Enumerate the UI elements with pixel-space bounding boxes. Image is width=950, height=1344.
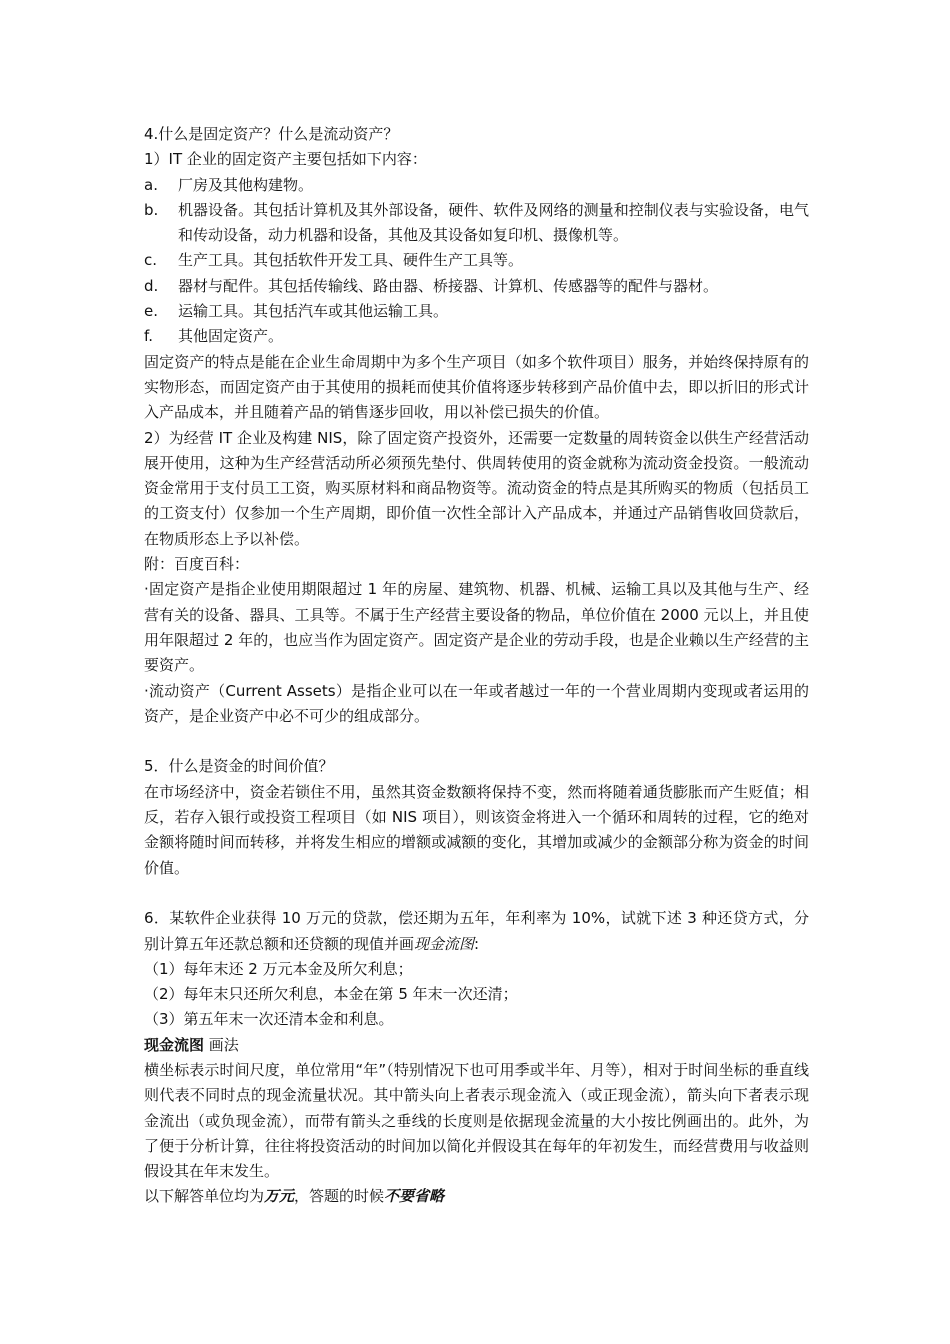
list-marker: e.	[144, 302, 158, 321]
q4-paragraph-5: ·流动资产（Current Assets）是指企业可以在一年或者越过一年的一个营业周期内变现或者运用的资产，是企业资产中必不可少的组成部分。	[144, 681, 809, 725]
list-item-text: 机器设备。其包括计算机及其外部设备，硬件、软件及网络的测量和控制仪表与实验设备，电气和传动设备，动力机器和设备，其他及其设备如复印机、摄像机等。	[178, 200, 809, 245]
list-item-text: 厂房及其他构建物。	[178, 175, 314, 194]
question-4-title: 4.什么是固定资产？什么是流动资产？	[144, 125, 399, 143]
list-marker: a.	[144, 175, 158, 194]
list-item-text: 运输工具。其包括汽车或其他运输工具。	[178, 302, 449, 321]
q6-title-emphasis: 现金流图	[414, 934, 475, 953]
blank-line	[144, 881, 809, 906]
units-note-pre: 以下解答单位均为	[144, 1187, 265, 1206]
q4-paragraph-4: ·固定资产是指企业使用期限超过 1 年的房屋、建筑物、机器、机械、运输工具以及其他与生产、经营有关的设备、器具、工具等。不属于生产经营主要设备的物品，单位价值在 2000 元以上，并且使用年限超过 2 年的，也应当作为固定资产。固定资产是企业的劳动手段，也是企业赖以生产经营的主要资产。	[144, 580, 809, 675]
list-item-text: 其他固定资产。	[178, 327, 284, 346]
document-body	[144, 122, 809, 1210]
list-item-text: 生产工具。其包括软件开发工具、硬件生产工具等。	[178, 251, 524, 270]
cash-flow-paragraph: 横坐标表示时间尺度，单位常用“年”（特别情况下也可用季或半年、月等），相对于时间坐标的垂直线则代表不同时点的现金流量状况。其中箭头向上者表示现金流入（或正现金流），箭头向下者表示现金流出（或负现金流），而带有箭头之垂线的长度则是依据现金流量的大小按比例画出的。此外，为了便于分析计算，往往将投资活动的时间加以简化并假设其在每年的年初发生，而经营费用与收益则假设其在年末发生。	[144, 1060, 809, 1181]
list-marker: c.	[144, 251, 158, 270]
units-note-mid: ，答题的时候	[294, 1187, 385, 1206]
q4-paragraph-3: 2）为经营 IT 企业及构建 NIS，除了固定资产投资外，还需要一定数量的周转资金以供生产经营活动展开使用，这种为生产经营活动所必须预先垫付、供周转使用的资金就称为流动资金投资。一般流动资金常用于支付员工工资，购买原材料和商品物资等。流动资金的特点是其所购买的物质（包括员工的工资支付）仅参加一个生产周期，即价值一次性全部计入产品成本，并通过产品销售收回贷款后，在物质形态上予以补偿。	[144, 428, 809, 548]
list-item	[144, 173, 809, 198]
list-item	[144, 299, 809, 324]
q6-title-text: 6．某软件企业获得 10 万元的贷款，偿还期为五年，年利率为 10%，试就下述 3 种还贷方式，分别计算五年还款总额和还贷额的现值并画	[144, 909, 809, 953]
list-marker: d.	[144, 276, 159, 295]
list-marker: b.	[144, 200, 159, 219]
cash-flow-heading	[144, 1033, 809, 1058]
question-6-title	[144, 906, 809, 957]
q4-paragraph-2: 固定资产的特点是能在企业生命周期中为多个生产项目（如多个软件项目）服务，并始终保持原有的实物形态，而固定资产由于其使用的损耗而使其价值将逐步转移到产品价值中去，即以折旧的形式计入产品成本，并且随着产品的销售逐步回收，用以补偿已损失的价值。	[144, 352, 809, 422]
q6-title-colon: :	[474, 934, 480, 953]
q6-option-1: （1）每年末还 2 万元本金及所欠利息；	[144, 959, 413, 978]
list-item	[144, 198, 809, 249]
list-item	[144, 324, 809, 349]
blank-line	[144, 729, 809, 754]
units-note-emphasis-1: 万元	[264, 1187, 295, 1206]
appendix-label: 附：百度百科：	[144, 555, 250, 574]
cash-flow-heading-bold: 现金流图	[144, 1035, 205, 1054]
list-item	[144, 248, 809, 273]
q6-option-3: （3）第五年末一次还清本金和利息。	[144, 1010, 394, 1029]
q5-paragraph-1: 在市场经济中，资金若锁住不用，虽然其资金数额将保持不变，然而将随着通货膨胀而产生贬值；相反，若存入银行或投资工程项目（如 NIS 项目），则该资金将进入一个循环和周转的过程，它的绝对金额将随时间而转移，并将发生相应的增额或减额的变化，其增加或减少的金额部分称为资金的时间价值。	[144, 782, 809, 877]
q4-paragraph-1: 1）IT 企业的固定资产主要包括如下内容：	[144, 150, 427, 169]
question-5-title: 5．什么是资金的时间价值？	[144, 757, 334, 776]
list-item	[144, 274, 809, 299]
list-marker: f.	[144, 327, 153, 346]
q6-option-2: （2）每年末只还所欠利息，本金在第 5 年末一次还清；	[144, 985, 518, 1004]
units-note-emphasis-2: 不要省略	[384, 1187, 445, 1206]
cash-flow-heading-rest: 画法	[204, 1035, 239, 1054]
list-item-text: 器材与配件。其包括传输线、路由器、桥接器、计算机、传感器等的配件与器材。	[178, 276, 719, 295]
units-note	[144, 1184, 809, 1209]
